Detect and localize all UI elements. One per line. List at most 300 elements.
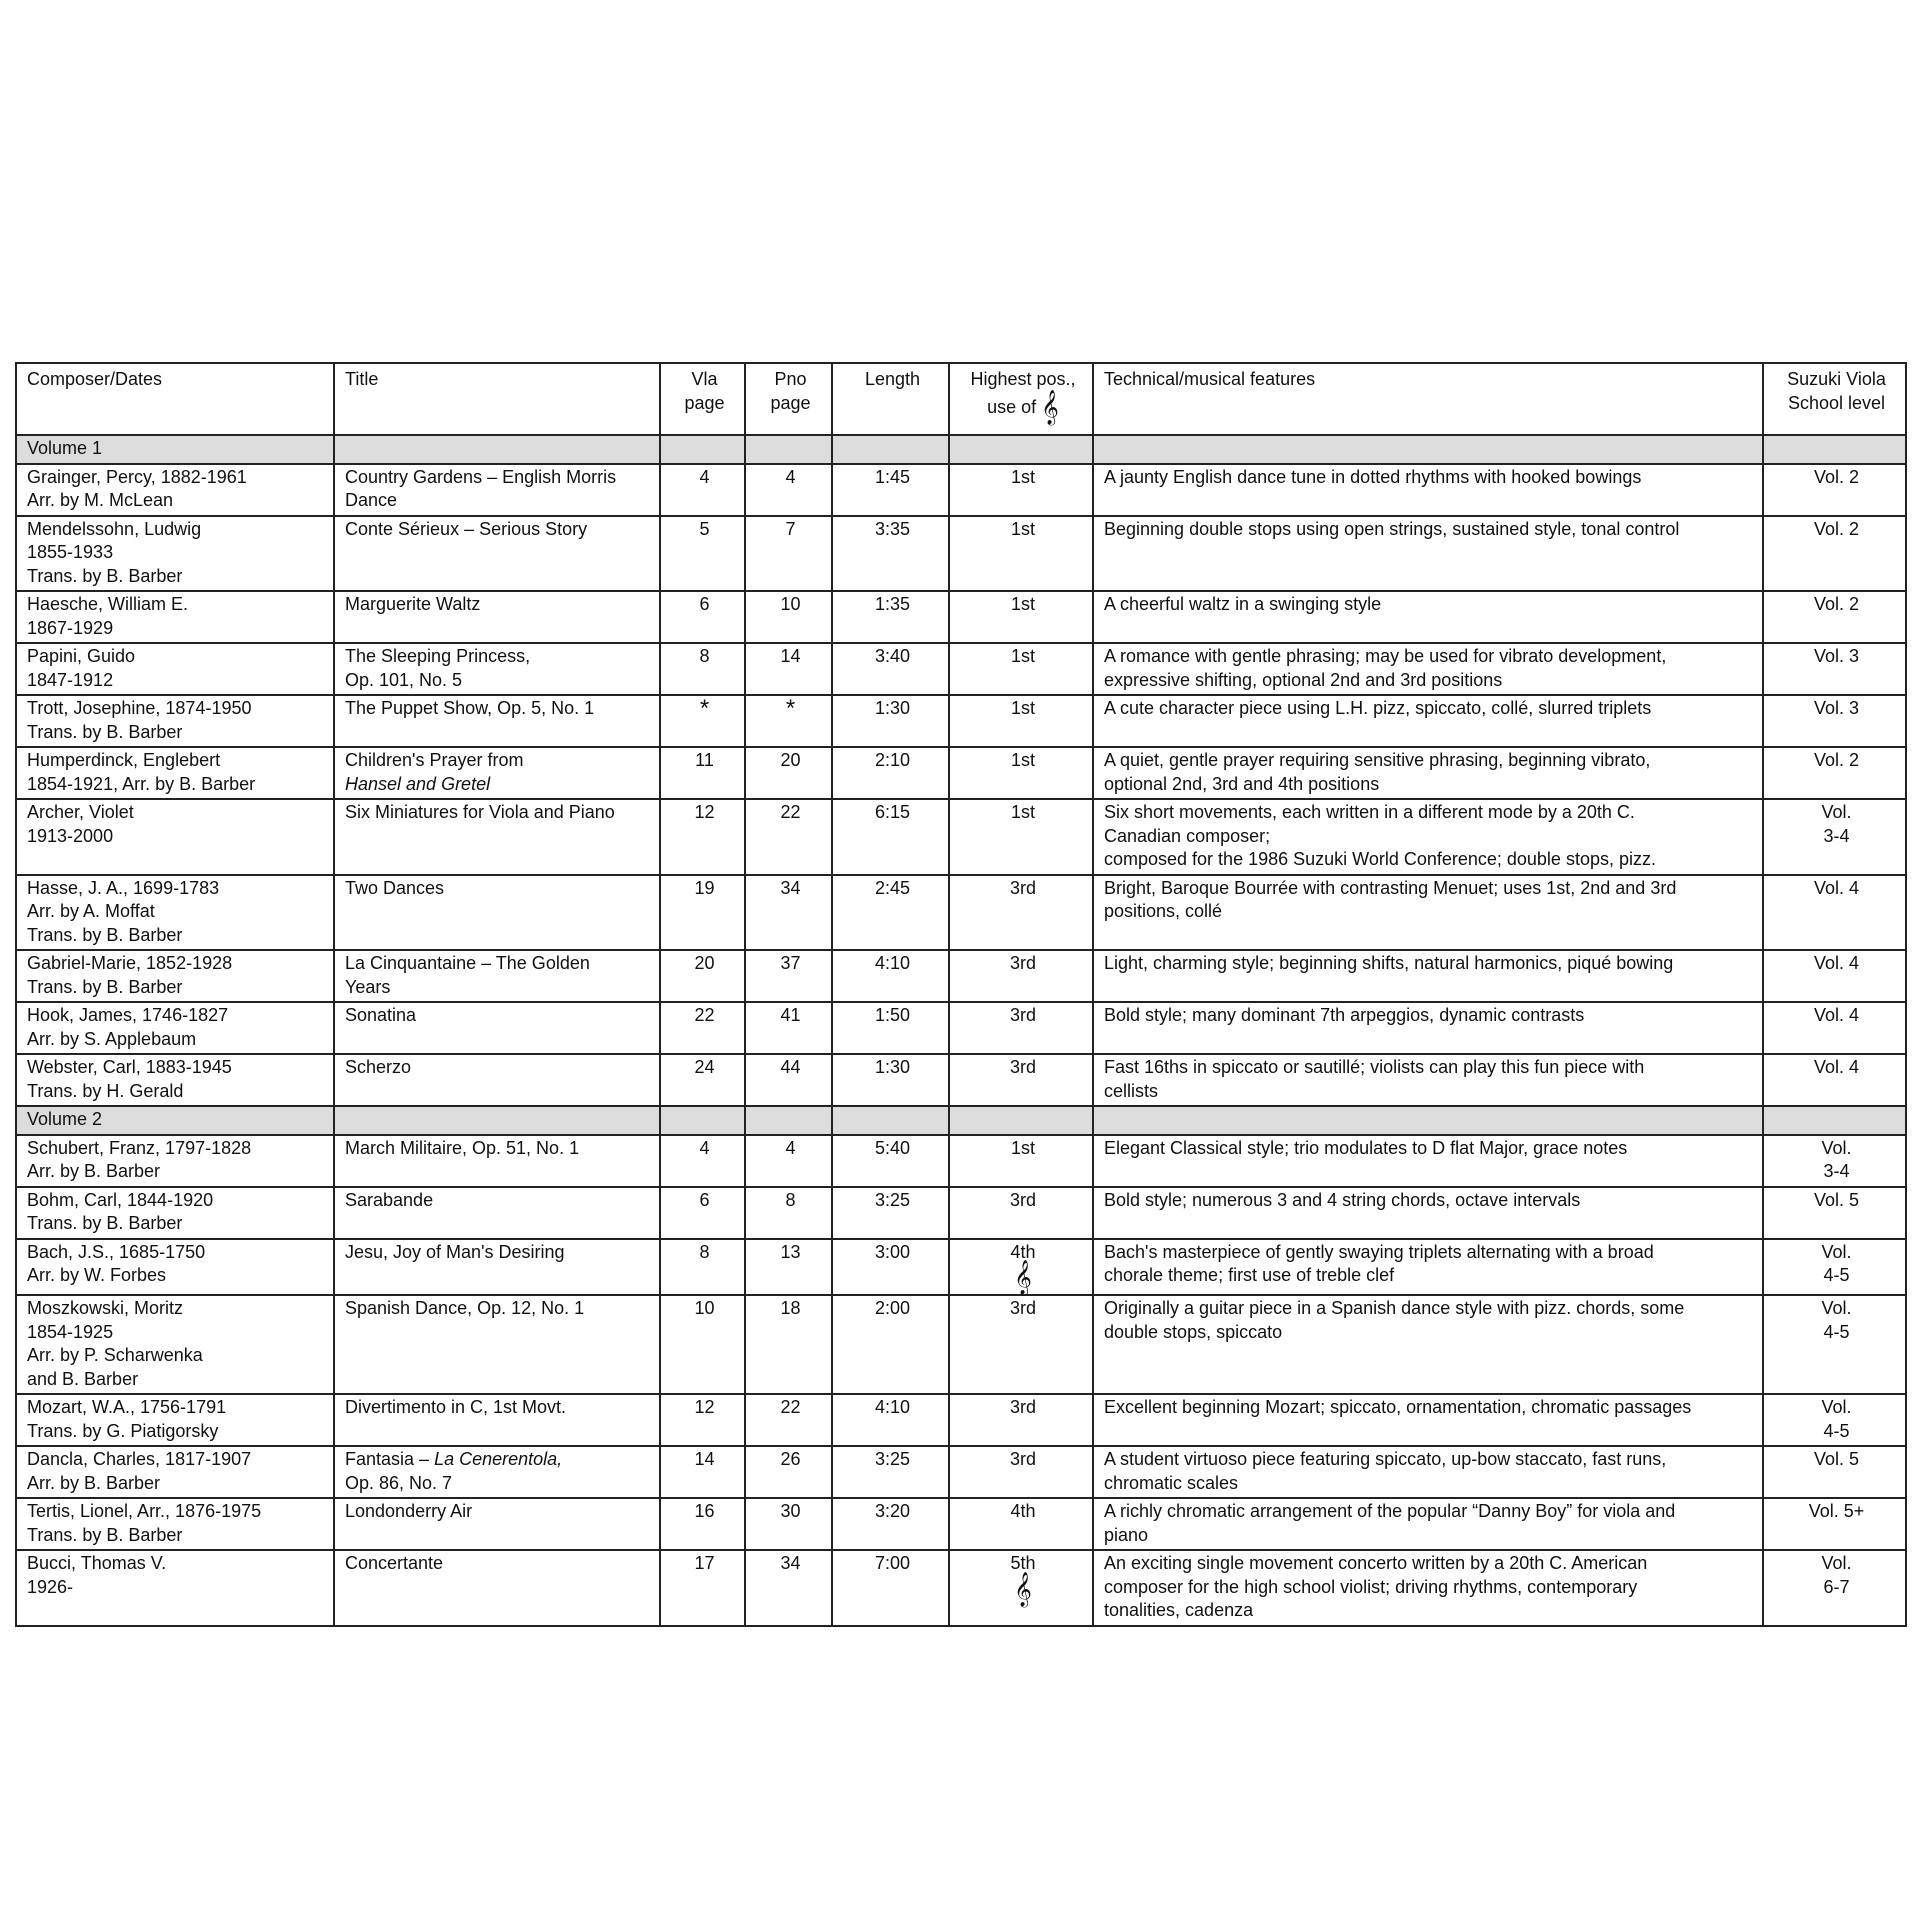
cell-pno-page: 44 [745, 1054, 832, 1106]
cell-line: Divertimento in C, 1st Movt. [345, 1397, 567, 1417]
cell-features [1093, 1295, 1763, 1394]
table-row [16, 1446, 1906, 1498]
cell-suzuki-level [1763, 1239, 1906, 1296]
treble-clef-icon: 𝄞 [1014, 1571, 1032, 1607]
cell-length: 5:40 [832, 1135, 949, 1187]
cell-line: Mendelssohn, Ludwig [27, 518, 202, 539]
table-row [16, 950, 1906, 1002]
cell-line: 1867-1929 [27, 617, 114, 638]
cell-title [334, 1550, 660, 1626]
cell-line: Canadian composer; [1104, 825, 1271, 846]
cell-suzuki-level [1763, 1135, 1906, 1187]
cell-features [1093, 1239, 1763, 1296]
cell-line: Sonatina [345, 1005, 417, 1025]
cell-highest-position [949, 516, 1093, 592]
cell-line: optional 2nd, 3rd and 4th positions [1104, 773, 1380, 794]
cell-composer [16, 1187, 334, 1239]
cell-line: 1854-1921, Arr. by B. Barber [27, 773, 256, 794]
cell-line: expressive shifting, optional 2nd and 3rd positions [1104, 669, 1503, 690]
cell-features [1093, 516, 1763, 592]
section-blank-cell [745, 435, 832, 464]
cell-features [1093, 799, 1763, 875]
position-text: 3rd [1009, 1005, 1036, 1025]
cell-pno-page: 8 [745, 1187, 832, 1239]
cell-vla-page: 12 [660, 799, 745, 875]
position-text: 1st [1010, 698, 1035, 718]
cell-highest-position [949, 591, 1093, 643]
cell-highest-position [949, 1239, 1093, 1296]
cell-line: Hasse, J. A., 1699-1783 [27, 877, 220, 898]
cell-line: Vol. 5 [1813, 1189, 1860, 1210]
cell-pno-page: 22 [745, 799, 832, 875]
cell-composer [16, 1295, 334, 1394]
cell-length: 3:35 [832, 516, 949, 592]
header-title: Title [334, 363, 660, 435]
cell-vla-page: 20 [660, 950, 745, 1002]
cell-suzuki-level [1763, 1295, 1906, 1394]
cell-line: Six short movements, each written in a different mode by a 20th C. [1104, 802, 1635, 822]
cell-line: Bohm, Carl, 1844-1920 [27, 1189, 214, 1210]
table-row [16, 643, 1906, 695]
table-row [16, 1239, 1906, 1296]
cell-line: 1913-2000 [27, 825, 114, 846]
cell-highest-position [949, 950, 1093, 1002]
section-row-volume1 [16, 435, 1906, 464]
cell-length: 3:20 [832, 1498, 949, 1550]
cell-composer [16, 799, 334, 875]
cell-vla-page: 4 [660, 464, 745, 516]
cell-line: 1854-1925 [27, 1321, 114, 1342]
cell-line: Originally a guitar piece in a Spanish dance style with pizz. chords, some [1104, 1298, 1685, 1318]
cell-line: A cute character piece using L.H. pizz, spiccato, collé, slurred triplets [1104, 698, 1652, 718]
cell-line: Bold style; numerous 3 and 4 string chords, octave intervals [1104, 1189, 1581, 1210]
cell-suzuki-level [1763, 591, 1906, 643]
cell-title [334, 747, 660, 799]
position-text: 1st [1010, 802, 1035, 822]
cell-line: Vol. 2 [1813, 750, 1860, 770]
cell-vla-page: 8 [660, 1239, 745, 1296]
cell-composer [16, 516, 334, 592]
cell-line: Vol. 4 [1813, 877, 1860, 898]
position-text: 3rd [1009, 877, 1036, 898]
cell-composer [16, 950, 334, 1002]
cell-title [334, 1498, 660, 1550]
cell-line: Dancla, Charles, 1817-1907 [27, 1449, 252, 1469]
cell-line: Bach, J.S., 1685-1750 [27, 1241, 206, 1262]
cell-line: Arr. by S. Applebaum [27, 1028, 197, 1049]
cell-line: Jesu, Joy of Man's Desiring [345, 1241, 565, 1262]
cell-line: Trans. by B. Barber [27, 976, 183, 997]
cell-line: Beginning double stops using open strings, sustained style, tonal control [1104, 518, 1680, 539]
cell-line: Humperdinck, Englebert [27, 750, 221, 770]
cell-line: Vol. 2 [1813, 466, 1860, 487]
cell-line: 4-5 [1823, 1265, 1850, 1285]
cell-pno-page: 18 [745, 1295, 832, 1394]
table-row [16, 516, 1906, 592]
cell-highest-position [949, 464, 1093, 516]
cell-line: Elegant Classical style; trio modulates to D flat Major, grace notes [1104, 1137, 1628, 1158]
section-blank-cell [832, 1106, 949, 1135]
cell-line: and B. Barber [27, 1368, 139, 1389]
treble-clef-icon: 𝄞 [1014, 1260, 1032, 1295]
cell-vla-page: * [660, 695, 745, 747]
position-text: 3rd [1009, 1298, 1036, 1318]
cell-composer [16, 875, 334, 951]
cell-line: Op. 101, No. 5 [345, 669, 463, 690]
cell-line: Hook, James, 1746-1827 [27, 1005, 229, 1025]
cell-pno-page: 22 [745, 1394, 832, 1446]
position-text: 1st [1010, 594, 1035, 614]
cell-pno-page: 20 [745, 747, 832, 799]
cell-line: Arr. by W. Forbes [27, 1265, 167, 1285]
cell-suzuki-level [1763, 1446, 1906, 1498]
title-prefix: Fantasia – [345, 1449, 435, 1469]
header-highest-position: Highest pos., use of 𝄞 [949, 363, 1093, 435]
cell-vla-page: 24 [660, 1054, 745, 1106]
cell-highest-position [949, 799, 1093, 875]
cell-length: 4:10 [832, 1394, 949, 1446]
cell-line: chorale theme; first use of treble clef [1104, 1265, 1395, 1285]
position-text: 3rd [1009, 1449, 1036, 1469]
cell-line: A richly chromatic arrangement of the popular “Danny Boy” for viola and [1104, 1501, 1676, 1521]
cell-title [334, 1054, 660, 1106]
cell-features [1093, 464, 1763, 516]
cell-features [1093, 1498, 1763, 1550]
cell-line: Bach's masterpiece of gently swaying triplets alternating with a broad [1104, 1241, 1654, 1262]
title-italic: La Cenerentola, [434, 1449, 563, 1469]
cell-line: Arr. by B. Barber [27, 1161, 161, 1181]
cell-vla-page: 16 [660, 1498, 745, 1550]
header-features: Technical/musical features [1093, 363, 1763, 435]
table-row [16, 1187, 1906, 1239]
cell-line: composed for the 1986 Suzuki World Conference; double stops, pizz. [1104, 849, 1656, 869]
cell-suzuki-level [1763, 695, 1906, 747]
table-row [16, 875, 1906, 951]
section-blank-cell [1763, 435, 1906, 464]
cell-line: A quiet, gentle prayer requiring sensitive phrasing, beginning vibrato, [1104, 750, 1651, 770]
cell-vla-page: 4 [660, 1135, 745, 1187]
cell-length: 2:45 [832, 875, 949, 951]
cell-vla-page: 8 [660, 643, 745, 695]
cell-pno-page: 30 [745, 1498, 832, 1550]
cell-features [1093, 1135, 1763, 1187]
cell-features [1093, 950, 1763, 1002]
section-blank-cell [832, 435, 949, 464]
cell-length: 1:30 [832, 695, 949, 747]
cell-features [1093, 1394, 1763, 1446]
cell-length: 6:15 [832, 799, 949, 875]
position-text: 5th [1010, 1553, 1036, 1573]
cell-line: A jaunty English dance tune in dotted rhythms with hooked bowings [1104, 466, 1642, 487]
cell-highest-position [949, 1498, 1093, 1550]
cell-composer [16, 643, 334, 695]
cell-suzuki-level [1763, 747, 1906, 799]
section-label: Volume 2 [16, 1106, 334, 1135]
cell-suzuki-level [1763, 950, 1906, 1002]
cell-length: 7:00 [832, 1550, 949, 1626]
cell-line: A student virtuoso piece featuring spiccato, up-bow staccato, fast runs, [1104, 1449, 1667, 1469]
table-row [16, 591, 1906, 643]
cell-line: Scherzo [345, 1057, 412, 1077]
cell-title [334, 464, 660, 516]
cell-line: Vol. 4 [1813, 1057, 1860, 1077]
cell-title [334, 1187, 660, 1239]
position-text: 3rd [1009, 1397, 1036, 1417]
cell-highest-position [949, 643, 1093, 695]
section-blank-cell [949, 435, 1093, 464]
cell-composer [16, 591, 334, 643]
cell-length: 4:10 [832, 950, 949, 1002]
cell-pno-page: 14 [745, 643, 832, 695]
cell-line: Grainger, Percy, 1882-1961 [27, 466, 247, 487]
cell-line: Archer, Violet [27, 802, 134, 822]
cell-line: double stops, spiccato [1104, 1321, 1283, 1342]
cell-line: 1855-1933 [27, 542, 114, 562]
cell-line: Marguerite Waltz [345, 594, 481, 614]
section-blank-cell [745, 1106, 832, 1135]
cell-composer [16, 747, 334, 799]
position-text: 4th [1010, 1501, 1036, 1521]
cell-vla-page: 19 [660, 875, 745, 951]
cell-composer [16, 1446, 334, 1498]
cell-pno-page: 4 [745, 1135, 832, 1187]
cell-line: Bright, Baroque Bourrée with contrasting Menuet; uses 1st, 2nd and 3rd [1104, 877, 1677, 898]
cell-line: Trans. by B. Barber [27, 565, 183, 586]
table-row [16, 1498, 1906, 1550]
cell-length: 1:45 [832, 464, 949, 516]
position-text: 4th [1010, 1241, 1036, 1262]
cell-pno-page: 4 [745, 464, 832, 516]
cell-line: 3-4 [1823, 1161, 1850, 1181]
section-blank-cell [334, 435, 660, 464]
cell-highest-position [949, 1187, 1093, 1239]
cell-line: Bucci, Thomas V. [27, 1553, 167, 1573]
cell-line: Vol. [1821, 802, 1852, 822]
cell-line: Excellent beginning Mozart; spiccato, ornamentation, chromatic passages [1104, 1397, 1692, 1417]
cell-line: A cheerful waltz in a swinging style [1104, 594, 1382, 614]
cell-line: cellists [1104, 1080, 1159, 1101]
cell-pno-page: * [745, 695, 832, 747]
table-header [16, 363, 1906, 435]
cell-suzuki-level [1763, 1054, 1906, 1106]
section-row-volume2 [16, 1106, 1906, 1135]
cell-line: 4-5 [1823, 1420, 1850, 1441]
cell-title [334, 1239, 660, 1296]
cell-title [334, 516, 660, 592]
cell-pno-page: 13 [745, 1239, 832, 1296]
cell-line: Vol. 4 [1813, 1005, 1860, 1025]
cell-line: Schubert, Franz, 1797-1828 [27, 1137, 252, 1158]
cell-line: Haesche, William E. [27, 594, 189, 614]
cell-highest-position [949, 747, 1093, 799]
cell-line: Concertante [345, 1553, 444, 1573]
cell-features [1093, 875, 1763, 951]
table-row [16, 1002, 1906, 1054]
cell-line: Sarabande [345, 1189, 434, 1210]
cell-vla-page: 5 [660, 516, 745, 592]
cell-features [1093, 747, 1763, 799]
cell-title [334, 695, 660, 747]
position-text: 1st [1010, 750, 1035, 770]
position-text: 1st [1010, 646, 1035, 666]
cell-composer [16, 1550, 334, 1626]
cell-line: Hansel and Gretel [345, 773, 491, 794]
cell-composer [16, 464, 334, 516]
cell-highest-position [949, 1295, 1093, 1394]
cell-title [334, 1394, 660, 1446]
cell-line: Arr. by A. Moffat [27, 901, 155, 921]
cell-suzuki-level [1763, 464, 1906, 516]
cell-line: Vol. 2 [1813, 594, 1860, 614]
cell-composer [16, 695, 334, 747]
header-pno-page: Pno page [745, 363, 832, 435]
cell-highest-position [949, 1135, 1093, 1187]
table-row [16, 799, 1906, 875]
cell-line: Trans. by B. Barber [27, 924, 183, 945]
cell-line: Vol. [1821, 1397, 1852, 1417]
cell-length: 3:25 [832, 1446, 949, 1498]
cell-suzuki-level [1763, 643, 1906, 695]
cell-suzuki-level [1763, 875, 1906, 951]
cell-line: Country Gardens – English Morris [345, 466, 617, 487]
cell-title [334, 643, 660, 695]
cell-title [334, 950, 660, 1002]
cell-features [1093, 591, 1763, 643]
cell-title [334, 1135, 660, 1187]
cell-suzuki-level [1763, 1002, 1906, 1054]
cell-line: Londonderry Air [345, 1501, 473, 1521]
section-blank-cell [660, 435, 745, 464]
cell-vla-page: 12 [660, 1394, 745, 1446]
cell-line: Bold style; many dominant 7th arpeggios, dynamic contrasts [1104, 1005, 1585, 1025]
cell-line: Vol. 3 [1813, 698, 1860, 718]
cell-suzuki-level [1763, 799, 1906, 875]
cell-vla-page: 6 [660, 1187, 745, 1239]
cell-highest-position [949, 1054, 1093, 1106]
cell-line: composer for the high school violist; driving rhythms, contemporary [1104, 1576, 1638, 1597]
cell-line: Two Dances [345, 877, 445, 898]
position-text: 3rd [1009, 953, 1036, 973]
header-length: Length [832, 363, 949, 435]
cell-line: positions, collé [1104, 901, 1223, 921]
cell-features [1093, 1446, 1763, 1498]
cell-line: piano [1104, 1524, 1149, 1545]
cell-line: Vol. [1821, 1298, 1852, 1318]
table-row [16, 464, 1906, 516]
cell-length: 3:25 [832, 1187, 949, 1239]
cell-line: Papini, Guido [27, 646, 136, 666]
repertoire-table [15, 362, 1907, 1627]
table-row [16, 695, 1906, 747]
cell-title [334, 1446, 660, 1498]
section-label: Volume 1 [16, 435, 334, 464]
section-blank-cell [1763, 1106, 1906, 1135]
cell-features [1093, 1187, 1763, 1239]
cell-line [345, 1448, 653, 1472]
cell-line: Trans. by B. Barber [27, 1213, 183, 1233]
cell-line: Vol. [1821, 1553, 1852, 1573]
cell-features [1093, 695, 1763, 747]
cell-length: 3:00 [832, 1239, 949, 1296]
cell-line: Trans. by B. Barber [27, 1524, 183, 1545]
cell-line: Moszkowski, Moritz [27, 1298, 184, 1318]
header-suzuki-level: Suzuki Viola School level [1763, 363, 1906, 435]
cell-vla-page: 10 [660, 1295, 745, 1394]
cell-line: Trott, Josephine, 1874-1950 [27, 698, 252, 718]
table-body [16, 435, 1906, 1626]
table-row [16, 1550, 1906, 1626]
table-row [16, 1135, 1906, 1187]
cell-line: Trans. by G. Piatigorsky [27, 1420, 219, 1441]
cell-line: Fast 16ths in spiccato or sautillé; violists can play this fun piece with [1104, 1057, 1645, 1077]
cell-suzuki-level [1763, 1498, 1906, 1550]
cell-line: Children's Prayer from [345, 750, 524, 770]
header-composer: Composer/Dates [16, 363, 334, 435]
table-row [16, 747, 1906, 799]
section-blank-cell [1093, 435, 1763, 464]
cell-line: 3-4 [1823, 825, 1850, 846]
cell-line: Arr. by M. McLean [27, 490, 174, 510]
cell-line: 4-5 [1823, 1321, 1850, 1342]
cell-title [334, 799, 660, 875]
cell-line: Vol. [1821, 1241, 1852, 1262]
cell-vla-page: 11 [660, 747, 745, 799]
cell-length: 2:10 [832, 747, 949, 799]
cell-line: The Puppet Show, Op. 5, No. 1 [345, 698, 595, 718]
cell-line: Tertis, Lionel, Arr., 1876-1975 [27, 1501, 262, 1521]
position-text: 3rd [1009, 1057, 1036, 1077]
table-row [16, 1394, 1906, 1446]
cell-line: A romance with gentle phrasing; may be used for vibrato development, [1104, 646, 1667, 666]
table-row [16, 1054, 1906, 1106]
cell-line: Vol. 5 [1813, 1449, 1860, 1469]
cell-line: Mozart, W.A., 1756-1791 [27, 1397, 227, 1417]
cell-highest-position [949, 1002, 1093, 1054]
cell-composer [16, 1498, 334, 1550]
cell-composer [16, 1239, 334, 1296]
cell-highest-position [949, 695, 1093, 747]
cell-length: 1:50 [832, 1002, 949, 1054]
cell-highest-position [949, 1550, 1093, 1626]
cell-features [1093, 1002, 1763, 1054]
cell-line: Years [345, 976, 391, 997]
cell-title [334, 1295, 660, 1394]
cell-line: Op. 86, No. 7 [345, 1472, 453, 1493]
cell-length: 2:00 [832, 1295, 949, 1394]
cell-suzuki-level [1763, 1550, 1906, 1626]
cell-line: Gabriel-Marie, 1852-1928 [27, 953, 233, 973]
cell-line: Vol. 5+ [1808, 1501, 1865, 1521]
cell-pno-page: 10 [745, 591, 832, 643]
section-blank-cell [1093, 1106, 1763, 1135]
cell-line: Light, charming style; beginning shifts, natural harmonics, piqué bowing [1104, 953, 1674, 973]
cell-line: Six Miniatures for Viola and Piano [345, 802, 615, 822]
cell-line: Trans. by H. Gerald [27, 1080, 184, 1101]
cell-highest-position [949, 1446, 1093, 1498]
section-blank-cell [334, 1106, 660, 1135]
cell-vla-page: 17 [660, 1550, 745, 1626]
cell-pno-page: 34 [745, 1550, 832, 1626]
cell-line: Spanish Dance, Op. 12, No. 1 [345, 1298, 585, 1318]
cell-line: Arr. by B. Barber [27, 1472, 161, 1493]
cell-line: tonalities, cadenza [1104, 1600, 1254, 1620]
cell-title [334, 1002, 660, 1054]
cell-pno-page: 41 [745, 1002, 832, 1054]
cell-line: La Cinquantaine – The Golden [345, 953, 590, 973]
treble-clef-icon: 𝄞 [1041, 389, 1059, 425]
section-blank-cell [949, 1106, 1093, 1135]
header-vla-page: Vla page [660, 363, 745, 435]
